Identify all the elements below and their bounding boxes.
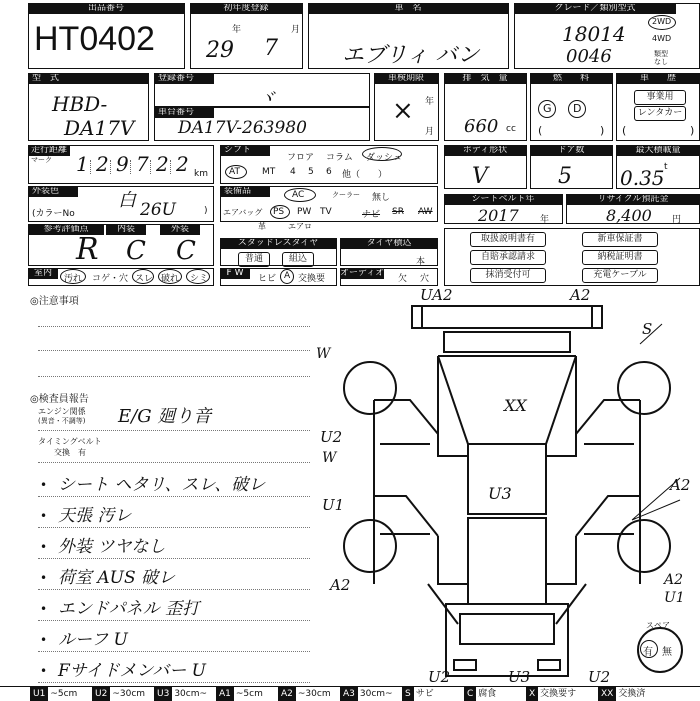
fw-label: F W <box>220 268 250 279</box>
spare-label: スペア <box>646 621 670 630</box>
equip-airbag: エアバッグ <box>223 208 263 217</box>
legend-bar <box>0 686 700 701</box>
recycle-label: リサイクル預託金 <box>566 194 700 205</box>
legend-item <box>526 687 576 701</box>
fuel-label: 燃 料 <box>530 73 612 84</box>
grade-label: グレード／類別型式 <box>514 3 676 14</box>
diag-a2-top: A2 <box>570 286 591 304</box>
paper-warranty: 新車保証書 <box>582 232 658 247</box>
legend-item <box>402 687 434 701</box>
history-label: 車 歴 <box>616 73 700 84</box>
legend-desc: サビ <box>415 689 434 699</box>
grade-value-2: 0046 <box>566 46 612 67</box>
mileage-digit: 9 <box>116 152 129 176</box>
studless-normal: 普通 <box>238 252 270 267</box>
legend-code: U2 <box>92 687 110 701</box>
chassis-label: 車台番号 <box>154 107 214 118</box>
inspection-month-unit: 月 <box>425 127 435 137</box>
equip-cooler: クーラー <box>332 191 360 199</box>
legend-desc: ~5cm <box>50 689 78 699</box>
legend-code: C <box>464 687 476 701</box>
shift-gear-5: 5 <box>308 167 314 177</box>
drive-4wd: 4WD <box>652 34 672 43</box>
mileage-separator <box>110 160 111 174</box>
shape-none: 類型なし <box>654 50 668 66</box>
report-bullet: • <box>40 633 48 647</box>
legend-desc: 30cm~ <box>359 689 393 699</box>
fuel-paren-open: ( <box>538 124 543 137</box>
diag-u2: U2 <box>320 428 343 446</box>
timing-sub: 交換 有 <box>54 448 86 457</box>
displacement-value: 660 <box>464 116 499 137</box>
diag-u3: U3 <box>488 484 512 503</box>
displacement-label: 排 気 量 <box>444 73 526 84</box>
fw-crack: ヒビ <box>258 274 277 284</box>
mileage-sub: マーク <box>31 156 52 164</box>
max-load-value: 0.35 <box>620 166 665 190</box>
diag-a2-rear-right: A2 <box>664 572 684 588</box>
lot-number: HT0402 <box>34 20 155 58</box>
shift-column: コラム <box>326 153 353 163</box>
inspection-year-unit: 年 <box>425 97 435 107</box>
max-load-unit: t <box>664 162 668 172</box>
legend-desc: 腐食 <box>478 689 497 699</box>
diag-s: S <box>642 320 653 338</box>
shift-gear-6: 6 <box>326 167 332 177</box>
notes-line-3 <box>38 376 310 377</box>
report-item: エンドパネル 歪打 <box>58 599 200 619</box>
report-line <box>38 682 310 683</box>
shift-label: シフト <box>220 145 270 156</box>
shift-gear-4: 4 <box>290 167 296 177</box>
mileage-separator <box>90 160 91 174</box>
equip-sr: SR <box>392 207 404 217</box>
flag-worn: スレ <box>135 274 154 284</box>
report-item: 荷室 AUS 破レ <box>58 568 176 588</box>
equip-tv: TV <box>320 207 332 217</box>
diag-bottom-u2: U2 <box>428 668 451 686</box>
max-load-label: 最大積載量 <box>616 145 700 156</box>
color-value: 白 <box>118 190 136 211</box>
chassis-value: DA17V-263980 <box>178 118 307 138</box>
studless-integrated: 組込 <box>282 252 314 267</box>
recycle-unit: 円 <box>672 215 682 225</box>
model-label: 型 式 <box>28 73 148 84</box>
legend-desc: 30cm~ <box>174 689 208 699</box>
legend-code: A2 <box>278 687 296 701</box>
mileage-digit: 2 <box>176 152 189 176</box>
fw-repair: A <box>284 271 291 281</box>
odometer <box>70 152 190 182</box>
engine-label: エンジン関係 <box>38 407 86 416</box>
diag-w1: W <box>316 346 331 362</box>
inspector-line-0 <box>38 430 310 431</box>
flag-stain: シミ <box>190 274 209 284</box>
legend-item <box>154 687 207 701</box>
legend-code: S <box>402 687 414 701</box>
report-bullet: • <box>40 664 48 678</box>
drive-2wd: 2WD <box>652 17 672 26</box>
shift-other: 他（ ） <box>342 170 388 180</box>
report-line <box>38 496 310 497</box>
report-item: ルーフ U <box>58 630 128 650</box>
spare-none: 無 <box>662 647 672 658</box>
legend-desc: 交換要す <box>540 689 577 699</box>
flag-torn: 破れ <box>161 274 180 284</box>
mileage-unit: km <box>194 169 208 179</box>
equip-aero: エアロ <box>288 222 312 231</box>
first-reg-month-unit: 月 <box>291 25 301 35</box>
body-type-label: ボディ形状 <box>444 145 526 156</box>
rating-interior: C <box>126 236 146 266</box>
legend-item <box>30 687 77 701</box>
legend-item <box>216 687 263 701</box>
history-commercial: 事業用 <box>634 90 686 105</box>
fuel-diesel: D <box>573 102 582 115</box>
first-reg-year-unit: 年 <box>232 25 242 35</box>
legend-code: XX <box>598 687 616 701</box>
equip-pw: PW <box>297 207 312 217</box>
fw-replace: 交換要 <box>298 274 326 284</box>
color-code-value: 26U <box>140 200 176 220</box>
legend-item <box>278 687 331 701</box>
equip-leather: 革 <box>258 222 266 231</box>
equip-ac: AC <box>292 190 305 200</box>
diag-xx: XX <box>504 396 527 415</box>
rating-interior-label: 内装 <box>106 224 146 235</box>
equip-aw: AW <box>418 207 433 217</box>
paper-cancel: 抹消受付可 <box>470 268 546 283</box>
displacement-unit: cc <box>506 124 516 134</box>
legend-desc: 交換済 <box>618 689 646 699</box>
legend-item <box>598 687 645 701</box>
equipment-label: 装備品 <box>220 186 270 197</box>
rating-label: 参考評価点 <box>28 224 104 235</box>
engine-sub: (異音・不調等) <box>38 417 86 425</box>
history-paren-open: ( <box>622 124 627 137</box>
color-code-close: ) <box>204 206 208 216</box>
flags-label: 室内 <box>28 268 58 279</box>
inspection-label: 車検期限 <box>374 73 438 84</box>
seatbelt-label: シートベルト年 <box>444 194 562 205</box>
paper-certificate: 納税証明書 <box>582 250 658 265</box>
mileage-separator <box>150 160 151 174</box>
notes-line-2 <box>38 350 310 351</box>
report-item: シート ヘタリ、スレ、破レ <box>58 475 266 495</box>
spare-has: 有 <box>643 647 653 658</box>
inspector-label: ◎検査員報告 <box>30 394 89 405</box>
recycle-value: 8,400 <box>606 206 652 225</box>
mileage-digit: 1 <box>76 152 89 176</box>
body-type-value: V <box>472 164 488 189</box>
diag-a2-left: A2 <box>330 576 351 594</box>
shift-dash: ダッシュ <box>366 153 402 163</box>
mileage-separator <box>170 160 171 174</box>
first-reg-month: 7 <box>264 36 278 61</box>
color-label: 外装色 <box>28 186 78 197</box>
report-item: 外装 ツヤなし <box>58 537 166 557</box>
legend-desc: ~30cm <box>297 689 331 699</box>
legend-code: U1 <box>30 687 48 701</box>
paper-cable: 充電ケーブル <box>582 268 658 283</box>
legend-desc: ~5cm <box>235 689 263 699</box>
diag-bottom-u3: U3 <box>508 668 531 686</box>
inspector-line-1 <box>38 462 310 463</box>
doors-value: 5 <box>558 164 572 189</box>
flag-burn: コゲ・穴 <box>92 274 129 284</box>
report-bullet: • <box>40 571 48 585</box>
legend-code: A3 <box>340 687 358 701</box>
seatbelt-value: 2017 <box>478 206 519 225</box>
report-bullet: • <box>40 509 48 523</box>
report-line <box>38 527 310 528</box>
rating-overall: R <box>76 232 99 267</box>
lot-label: 出品番号 <box>28 3 184 14</box>
mileage-label: 走行距離 <box>28 145 70 156</box>
report-line <box>38 620 310 621</box>
history-rental: レンタカー <box>634 106 686 121</box>
fuel-gasoline: G <box>543 102 552 115</box>
mileage-digit: 2 <box>96 152 109 176</box>
report-line <box>38 589 310 590</box>
legend-code: U3 <box>154 687 172 701</box>
audio-lack: 欠 <box>398 274 408 284</box>
report-bullet: • <box>40 478 48 492</box>
mileage-digit: 2 <box>156 152 169 176</box>
paper-manual: 取扱説明書有 <box>470 232 546 247</box>
reg-no-label: 登録番号 <box>154 73 214 84</box>
report-line <box>38 651 310 652</box>
seatbelt-unit: 年 <box>540 215 550 225</box>
paper-auto-approve: 自賠承認請求 <box>470 250 546 265</box>
reg-no-value: ヾ <box>258 88 276 109</box>
doors-label: ドア数 <box>530 145 612 156</box>
shift-at: AT <box>229 167 240 177</box>
flag-dirt: 汚れ <box>64 274 83 284</box>
legend-code: X <box>526 687 538 701</box>
shift-mt: MT <box>262 167 276 177</box>
model-value-2: DA17V <box>64 116 135 140</box>
report-line <box>38 558 310 559</box>
vehicle-label: 車 名 <box>308 3 508 14</box>
report-bullet: • <box>40 540 48 554</box>
engine-value: E/G 廻り音 <box>118 406 212 427</box>
report-item: 天張 汚レ <box>58 506 132 526</box>
first-reg-label: 初年度登録 <box>190 3 302 14</box>
fuel-paren-close: ) <box>600 124 605 137</box>
rating-exterior: C <box>176 236 196 266</box>
grade-value-1: 18014 <box>562 22 626 46</box>
report-item: Fサイドメンバー U <box>58 661 206 681</box>
audio-hole: 穴 <box>420 274 430 284</box>
rating-exterior-label: 外装 <box>160 224 200 235</box>
equip-navi: ナビ <box>362 210 381 220</box>
diag-a2-right: A2 <box>670 476 691 494</box>
tire-in-label: タイヤ積込 <box>340 238 438 249</box>
report-bullet: • <box>40 602 48 616</box>
history-paren-close: ) <box>690 124 695 137</box>
notes-line-1 <box>38 326 310 327</box>
mileage-separator <box>130 160 131 174</box>
tire-in-unit: 本 <box>416 257 426 267</box>
diag-ua2: UA2 <box>420 286 453 304</box>
legend-item <box>464 687 496 701</box>
legend-item <box>340 687 393 701</box>
vehicle-name: エブリィ バン <box>342 43 480 68</box>
diag-bottom-u2-right: U2 <box>588 668 611 686</box>
equip-none: 無し <box>372 193 391 203</box>
inspection-value: × <box>392 96 414 126</box>
model-value-1: HBD- <box>52 92 108 116</box>
audio-label: オーディオ <box>340 268 384 278</box>
equip-ps: PS <box>273 207 285 217</box>
first-reg-year: 29 <box>206 38 234 63</box>
mileage-digit: 7 <box>136 152 149 176</box>
color-code-label: (カラーNo <box>32 209 75 219</box>
shift-floor: フロア <box>287 153 315 163</box>
diag-u1: U1 <box>322 496 345 514</box>
legend-desc: ~30cm <box>112 689 146 699</box>
diag-w2: W <box>322 450 337 466</box>
timing-label: タイミングベルト <box>38 437 102 446</box>
legend-item <box>92 687 145 701</box>
legend-code: A1 <box>216 687 234 701</box>
notes-label: ◎注意事項 <box>30 296 79 307</box>
studless-label: スタッドレスタイヤ <box>220 238 336 249</box>
diag-u1-right: U1 <box>664 590 685 606</box>
